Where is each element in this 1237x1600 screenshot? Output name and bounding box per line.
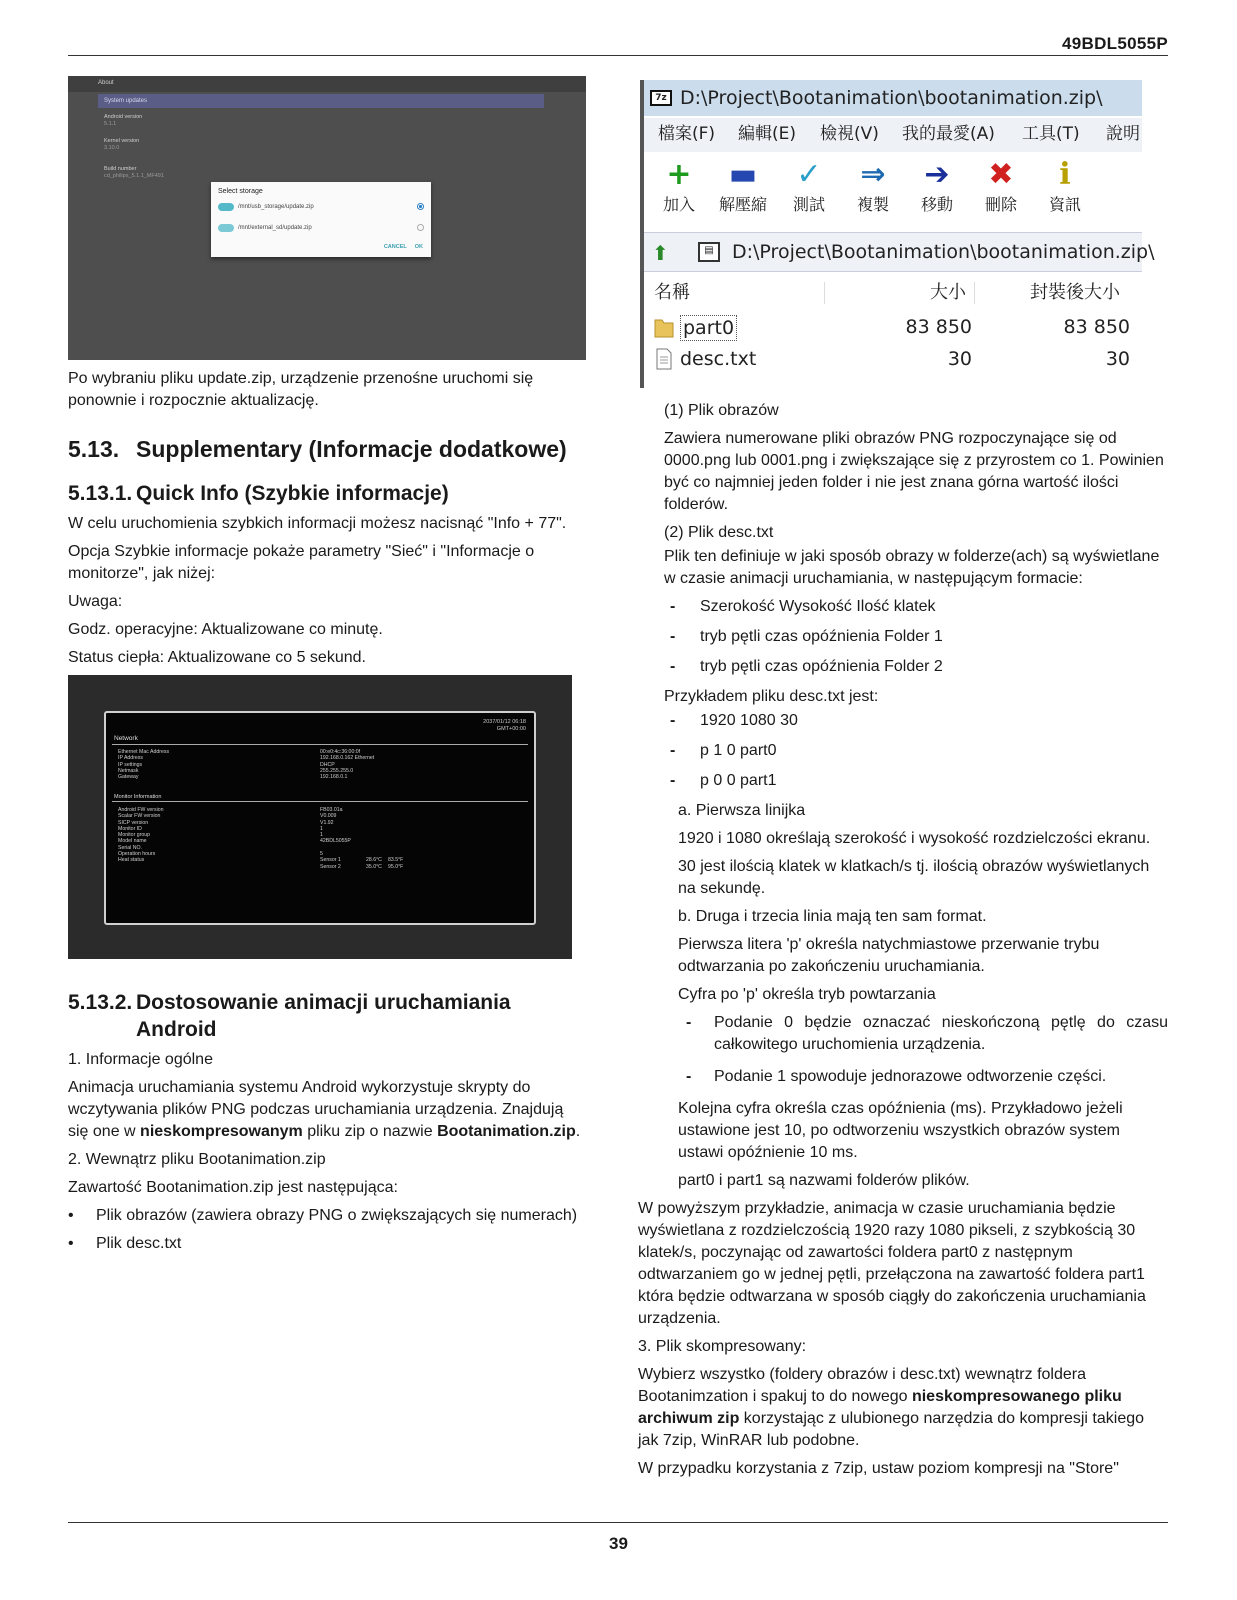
paragraph: Zawartość Bootanimation.zip jest następująca: [68,1179,398,1196]
delete-x-icon: ✖ [988,157,1014,192]
sd-icon [218,224,234,232]
example-item: - 1920 1080 30 [670,712,798,729]
7zip-toolbar [644,156,1142,230]
setting-item: Kernel version 3.10.0 [104,138,140,151]
sensor-fahrenheit: 83.5°F 95.0°F [388,857,404,870]
setting-item: Build number cd_philips_5.1.1_MF491 [104,166,164,179]
example-item: - p 0 0 part1 [670,772,777,789]
file-row [644,312,1142,342]
minus-icon: ▬ [728,157,758,192]
sensor-celsius: 28.6°C 35.0°C [366,857,382,870]
example-item: - p 1 0 part0 [670,742,777,759]
paragraph: (2) Plik desc.txt [664,524,774,541]
settings-topbar [68,76,586,92]
paragraph: Przykładem pliku desc.txt jest: [664,688,879,705]
page-header [68,36,1168,56]
radio-selected-icon [417,203,424,210]
section-heading-5-13-1: 5.13.1. Quick Info (Szybkie informacje) [68,482,449,505]
page-footer-rule [68,1522,1168,1523]
monitor-keys: Android FW version Scalar FW version SICP version Monitor ID Monitor group Model name Serial NO. Operation hours Heat status [118,807,164,864]
copy-button: ⇒ 複製 [848,156,898,216]
menu-edit: 編輯(E) [738,124,797,144]
usb-path: /mnt/usb_storage/update.zip [238,204,314,210]
usb-icon [218,203,234,211]
datetime: 2037/01/12 06:18 GMT+00:00 [483,719,526,732]
system-update-screenshot [68,76,586,360]
col-size: 大小 [930,282,966,303]
7zip-column-headers [644,276,1142,310]
bullet-item: • Plik desc.txt [68,1235,182,1252]
move-button: ➔ 移動 [912,156,962,216]
menu-view: 檢視(V) [820,124,879,144]
summary-block [638,1198,1168,1480]
text-file-icon [654,348,674,370]
file-size: 83 850 [905,316,972,338]
repeat-mode-item: - Podanie 1 spowoduje jednorazowe odtworzenie części. [686,1068,1107,1085]
format-item: - tryb pętli czas opóźnienia Folder 1 [670,628,943,645]
paragraph: Po wybraniu pliku update.zip, urządzenie przenośne uruchomi się ponownie i rozpocznie aktualizację. [68,370,534,409]
paragraph: b. Druga i trzecia linia mają ten sam format. [678,908,987,925]
archive-icon: ▤ [698,242,720,262]
network-heading: Network [114,735,138,742]
file-name: part0 [680,315,737,341]
dialog-buttons [376,244,423,251]
radio-icon [417,224,424,231]
add-button: + 加入 [654,156,704,216]
format-item: - tryb pętli czas opóźnienia Folder 2 [670,658,943,675]
list-item: 1. Informacje ogólne [68,1051,213,1068]
bullet-item: • Plik obrazów (zawiera obrazy PNG o zwiększających się numerach) [68,1207,578,1224]
7zip-menubar [644,118,1142,152]
sd-path: /mnt/external_sd/update.zip [238,225,312,231]
right-indented-block [652,400,1168,792]
explanation-block [652,800,1168,1192]
paragraph: Plik ten definiuje w jaki sposób obrazy w folderze(ach) są wyświetlane w czasie animacji uruchamiania, w następującym formacie: [664,548,1160,587]
paragraph: Wybierz wszystko (foldery obrazów i desc.txt) wewnątrz foldera Bootanimzation i spakuj to do nowego nieskompresowanego pliku archiwum zip korzystając z ulubionego narzędzia do kompresji takiego jak 7zip, WinRAR lub podobne. [638,1366,1145,1449]
file-packed-size: 30 [1105,348,1130,370]
paragraph: Animacja uruchamiania systemu Android wykorzystuje skrypty do wczytywania plików PNG podczas uruchamiania urządzenia. Znajdują się one w nieskompresowanym pliku zip o nazwie Bootanimation.zip. [68,1079,581,1140]
info-icon: i [1059,157,1071,192]
select-storage-dialog [211,182,431,257]
col-packed: 封裝後大小 [1030,282,1120,303]
paragraph: a. Pierwsza linijka [678,802,806,819]
address-path: D:\Project\Bootanimation\bootanimation.zip\ [732,241,1155,263]
file-packed-size: 83 850 [1063,316,1130,338]
file-row [644,344,1142,374]
settings-title: About [98,80,114,86]
system-updates-label: System updates [104,98,148,104]
7zip-addressbar [644,232,1155,272]
file-name: desc.txt [680,348,757,370]
7zip-title: D:\Project\Bootanimation\bootanimation.zip\ [680,87,1103,109]
monitor-heading: Monitor Information [114,794,162,800]
paragraph: W celu uruchomienia szybkich informacji możesz nacisnąć "Info + 77". [68,515,567,532]
file-size: 30 [947,348,972,370]
7zip-screenshot [640,80,1155,388]
menu-help: 說明 [1106,124,1140,144]
paragraph: Opcja Szybkie informacje pokaże parametry "Sieć" i "Informacje o monitorze", jak niżej: [68,543,535,582]
storage-option-usb [218,202,424,212]
paragraph: 1920 i 1080 określają szerokość i wysokość rozdzielczości ekranu. [678,830,1151,847]
quick-info-panel [104,711,536,925]
move-arrow-icon: ➔ [924,157,950,192]
dialog-title: Select storage [218,188,263,195]
format-item: - Szerokość Wysokość Ilość klatek [670,598,936,615]
menu-favorites: 我的最愛(A) [902,124,995,144]
setting-item: Android version 5.1.1 [104,114,143,127]
paragraph: W powyższym przykładzie, animacja w czasie uruchamiania będzie wyświetlana z rozdzielczością 1920 razy 1080 pikseli, z szybkością 30 klatek/s, poczynając od zawartości foldera part0 z następnym odtwarzaniem go w jednej pętli, przełączona na zawartość foldera part1 która będzie odtwarzana w sposób ciągły do zakończenia uruchamiania urządzenia. [638,1200,1146,1327]
cancel-label: CANCEL [383,244,407,250]
menu-tools: 工具(T) [1022,124,1080,144]
paragraph: Pierwsza litera 'p' określa natychmiastowe przerwanie trybu odtwarzania po zakończeniu uruchamiania. [678,936,1100,975]
folder-icon [654,316,674,338]
copy-arrow-icon: ⇒ [860,157,886,192]
list-item: 2. Wewnątrz pliku Bootanimation.zip [68,1151,326,1168]
7zip-titlebar [644,80,1142,116]
paragraph: Uwaga: [68,593,123,610]
section-heading-5-13-2: 5.13.2. Dostosowanie animacji uruchamiania Android [68,991,511,1041]
repeat-mode-item: - Podanie 0 będzie oznaczać nieskończoną pętlę do czasu całkowitego uruchomienia urządzenia. [686,1014,1168,1053]
paragraph: part0 i part1 są nazwami folderów plików. [678,1172,970,1189]
page-number: 39 [609,1534,628,1553]
monitor-values: FB03.01a V0.009 V1.92 1 1 42BDL5055P 5 Sensor 1 Sensor 2 [320,807,351,870]
paragraph: W przypadku korzystania z 7zip, ustaw poziom kompresji na "Store" [638,1460,1119,1477]
paragraph: Kolejna cyfra określa czas opóźnienia (ms). Przykładowo jeżeli ustawione jest 10, po odtworzeniu wszystkich obrazów system ustawi opóźnienie 10 ms. [678,1100,1123,1161]
delete-button: ✖ 刪除 [976,156,1026,216]
divider [112,801,528,802]
network-values: 00:e0:4c:36:00:0f 192.168.0.162 Ethernet DHCP 255.255.255.0 192.168.0.1 [320,749,375,781]
up-folder-icon: ⬆ [652,241,669,265]
storage-option-sd [218,223,424,233]
paragraph: Status ciepła: Aktualizowane co 5 sekund. [68,649,366,666]
check-icon: ✓ [796,157,822,192]
ok-label: OK [414,244,423,250]
section-heading-5-13: 5.13. Supplementary (Informacje dodatkowe) [68,436,567,462]
paragraph: Godz. operacyjne: Aktualizowane co minutę. [68,621,383,638]
plus-icon: + [666,157,692,192]
test-button: ✓ 測試 [784,156,834,216]
list-item: 3. Plik skompresowany: [638,1338,807,1355]
paragraph: Zawiera numerowane pliki obrazów PNG rozpoczynające się od 0000.png lub 0001.png i zwiększające się z przyrostem co 1. Powinien być co najmniej jeden folder i nie jest znana górna wartość ilości folderów. [664,430,1164,513]
network-keys: Ethernet Mac Address IP Address IP settings Netmask Gateway [118,749,170,781]
col-name: 名稱 [654,282,690,303]
model-number: 49BDL5055P [1061,34,1168,53]
paragraph: Cyfra po 'p' określa tryb powtarzania [678,986,936,1003]
divider [112,744,528,745]
quick-info-screenshot [68,675,572,959]
info-button: i 資訊 [1040,156,1090,216]
system-updates-row [98,94,544,108]
7zip-logo-icon: 7z [650,90,672,106]
left-column [68,76,586,1261]
menu-file: 檔案(F) [658,124,716,144]
right-column [638,80,1168,1486]
extract-button: ▬ 解壓縮 [718,157,767,214]
paragraph: (1) Plik obrazów [664,402,779,419]
paragraph: 30 jest ilością klatek w klatkach/s tj. ilością obrazów wyświetlanych na sekundę. [678,858,1150,897]
